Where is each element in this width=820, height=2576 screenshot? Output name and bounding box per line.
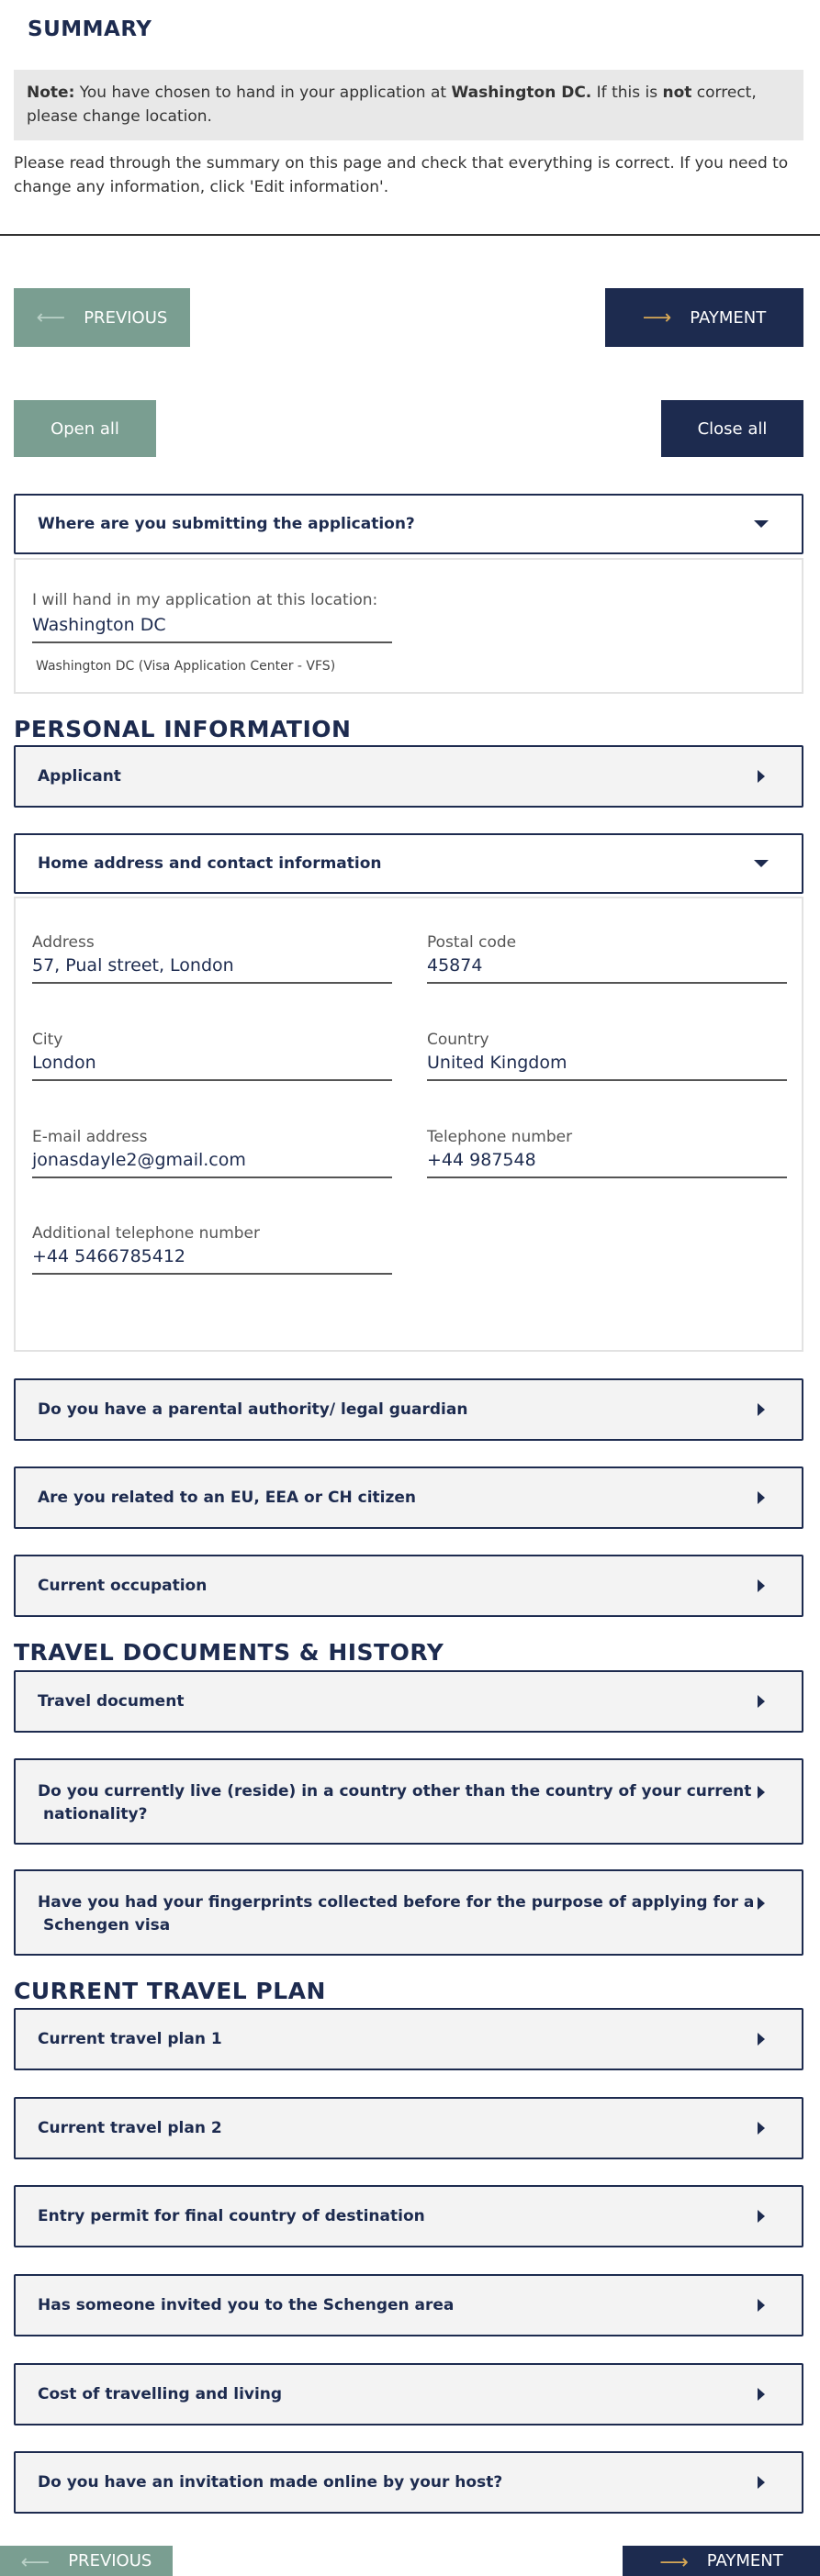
accordion-fingerprints-label xyxy=(38,1891,758,1937)
field-underline xyxy=(32,1079,392,1081)
payment-button-bottom[interactable] xyxy=(623,2546,820,2576)
additional-telephone-label: Additional telephone number xyxy=(32,1224,261,1243)
accordion-online-invitation[interactable] xyxy=(14,2451,803,2514)
accordion-travel-document-label: Travel document xyxy=(38,1691,185,1711)
accordion-home-address[interactable] xyxy=(14,833,803,894)
caret-right-icon xyxy=(758,2122,765,2135)
field-underline xyxy=(427,1079,787,1081)
country-label: Country xyxy=(427,1031,489,1049)
previous-label: PREVIOUS xyxy=(84,307,168,328)
caret-right-icon xyxy=(758,1897,765,1910)
previous-label: PREVIOUS xyxy=(68,2551,152,2570)
accordion-label: Do you have an invitation made online by your host? xyxy=(38,2472,503,2492)
accordion-applicant-label: Applicant xyxy=(38,766,121,786)
page-title: SUMMARY xyxy=(28,17,152,41)
note-text-2: If this is xyxy=(591,84,663,102)
arrow-left-icon: ⟵ xyxy=(20,2551,51,2574)
accordion-label: Entry permit for final country of destination xyxy=(38,2206,425,2225)
note-prefix: Note: xyxy=(27,84,75,102)
accordion-occupation-label: Current occupation xyxy=(38,1576,208,1595)
accordion-label: Cost of travelling and living xyxy=(38,2384,283,2403)
open-all-button[interactable]: Open all xyxy=(14,400,156,457)
field-underline xyxy=(32,641,392,643)
accordion-reside[interactable] xyxy=(14,1758,803,1845)
accordion-cost[interactable] xyxy=(14,2363,803,2425)
accordion-invited[interactable] xyxy=(14,2274,803,2336)
close-all-button[interactable]: Close all xyxy=(661,400,803,457)
telephone-label: Telephone number xyxy=(427,1128,573,1146)
fingerprints-line-1: Have you had your fingerprints collected before for the purpose of applying for a xyxy=(38,1893,755,1912)
caret-right-icon xyxy=(758,2299,765,2312)
accordion-eu-related[interactable] xyxy=(14,1466,803,1529)
note-text-1: You have chosen to hand in your application at xyxy=(74,84,452,102)
accordion-travel-plan-2[interactable] xyxy=(14,2097,803,2159)
previous-button-bottom[interactable] xyxy=(0,2546,173,2576)
postal-code-value: 45874 xyxy=(427,955,483,976)
note-text-3: correct, please change location. xyxy=(27,84,757,126)
accordion-label: Has someone invited you to the Schengen area xyxy=(38,2295,455,2314)
previous-button-top[interactable] xyxy=(14,288,190,347)
address-label: Address xyxy=(32,933,95,952)
submission-field-value: Washington DC xyxy=(32,615,166,635)
caret-right-icon xyxy=(758,2210,765,2223)
caret-right-icon xyxy=(758,2033,765,2046)
accordion-occupation[interactable] xyxy=(14,1555,803,1617)
accordion-label: Current travel plan 1 xyxy=(38,2029,222,2048)
accordion-fingerprints[interactable] xyxy=(14,1869,803,1956)
country-value: United Kingdom xyxy=(427,1053,567,1073)
accordion-guardian-label: Do you have a parental authority/ legal guardian xyxy=(38,1400,468,1419)
payment-label: PAYMENT xyxy=(706,2551,783,2570)
field-underline xyxy=(427,1176,787,1178)
field-underline xyxy=(32,982,392,984)
city-label: City xyxy=(32,1031,63,1049)
accordion-submission[interactable] xyxy=(14,494,803,554)
email-label: E-mail address xyxy=(32,1128,148,1146)
home-address-panel xyxy=(14,897,803,1352)
caret-right-icon xyxy=(758,2476,765,2489)
submission-panel xyxy=(14,558,803,694)
caret-right-icon xyxy=(758,1786,765,1799)
fingerprints-line-2: Schengen visa xyxy=(43,1916,171,1935)
caret-right-icon xyxy=(758,770,765,783)
field-underline xyxy=(32,1273,392,1275)
email-value: jonasdayle2@gmail.com xyxy=(32,1150,246,1170)
caret-down-icon xyxy=(754,860,769,867)
section-heading-personal: PERSONAL INFORMATION xyxy=(14,716,352,742)
payment-label: PAYMENT xyxy=(690,307,767,328)
field-underline xyxy=(32,1176,392,1178)
accordion-entry-permit[interactable] xyxy=(14,2185,803,2247)
additional-telephone-value: +44 5466785412 xyxy=(32,1246,186,1266)
note-not: not xyxy=(662,84,692,102)
arrow-right-icon: ⟶ xyxy=(642,306,672,329)
accordion-guardian[interactable] xyxy=(14,1378,803,1441)
caret-right-icon xyxy=(758,1695,765,1708)
submission-field-label: I will hand in my application at this location: xyxy=(32,591,378,609)
accordion-eu-related-label: Are you related to an EU, EEA or CH citizen xyxy=(38,1488,417,1507)
reside-line-2: nationality? xyxy=(43,1805,148,1823)
caret-right-icon xyxy=(758,1579,765,1592)
accordion-travel-document[interactable] xyxy=(14,1670,803,1733)
section-heading-travel-plan: CURRENT TRAVEL PLAN xyxy=(14,1978,326,2004)
accordion-submission-label: Where are you submitting the application? xyxy=(38,514,415,533)
city-value: London xyxy=(32,1053,96,1073)
submission-detail: Washington DC (Visa Application Center - VFS) xyxy=(36,659,336,674)
intro-text: Please read through the summary on this page and check that everything is correct. If you need to change any information, click 'Edit information'. xyxy=(14,154,789,196)
accordion-label: Current travel plan 2 xyxy=(38,2118,222,2137)
reside-line-1: Do you currently live (reside) in a country other than the country of your current xyxy=(38,1782,752,1801)
location-note xyxy=(14,70,803,140)
accordion-travel-plan-1[interactable] xyxy=(14,2008,803,2070)
payment-button-top[interactable] xyxy=(605,288,803,347)
caret-right-icon xyxy=(758,1491,765,1504)
section-heading-travel-docs: TRAVEL DOCUMENTS & HISTORY xyxy=(14,1639,444,1666)
note-location: Washington DC. xyxy=(451,84,592,102)
accordion-reside-label xyxy=(38,1780,758,1826)
caret-right-icon xyxy=(758,2388,765,2401)
telephone-value: +44 987548 xyxy=(427,1150,536,1170)
divider xyxy=(0,234,820,236)
postal-code-label: Postal code xyxy=(427,933,517,952)
caret-down-icon xyxy=(754,520,769,528)
arrow-right-icon: ⟶ xyxy=(659,2551,689,2574)
arrow-left-icon: ⟵ xyxy=(36,306,66,329)
accordion-home-address-label: Home address and contact information xyxy=(38,853,382,873)
accordion-applicant[interactable] xyxy=(14,745,803,808)
address-value: 57, Pual street, London xyxy=(32,955,234,976)
field-underline xyxy=(427,982,787,984)
caret-right-icon xyxy=(758,1403,765,1416)
